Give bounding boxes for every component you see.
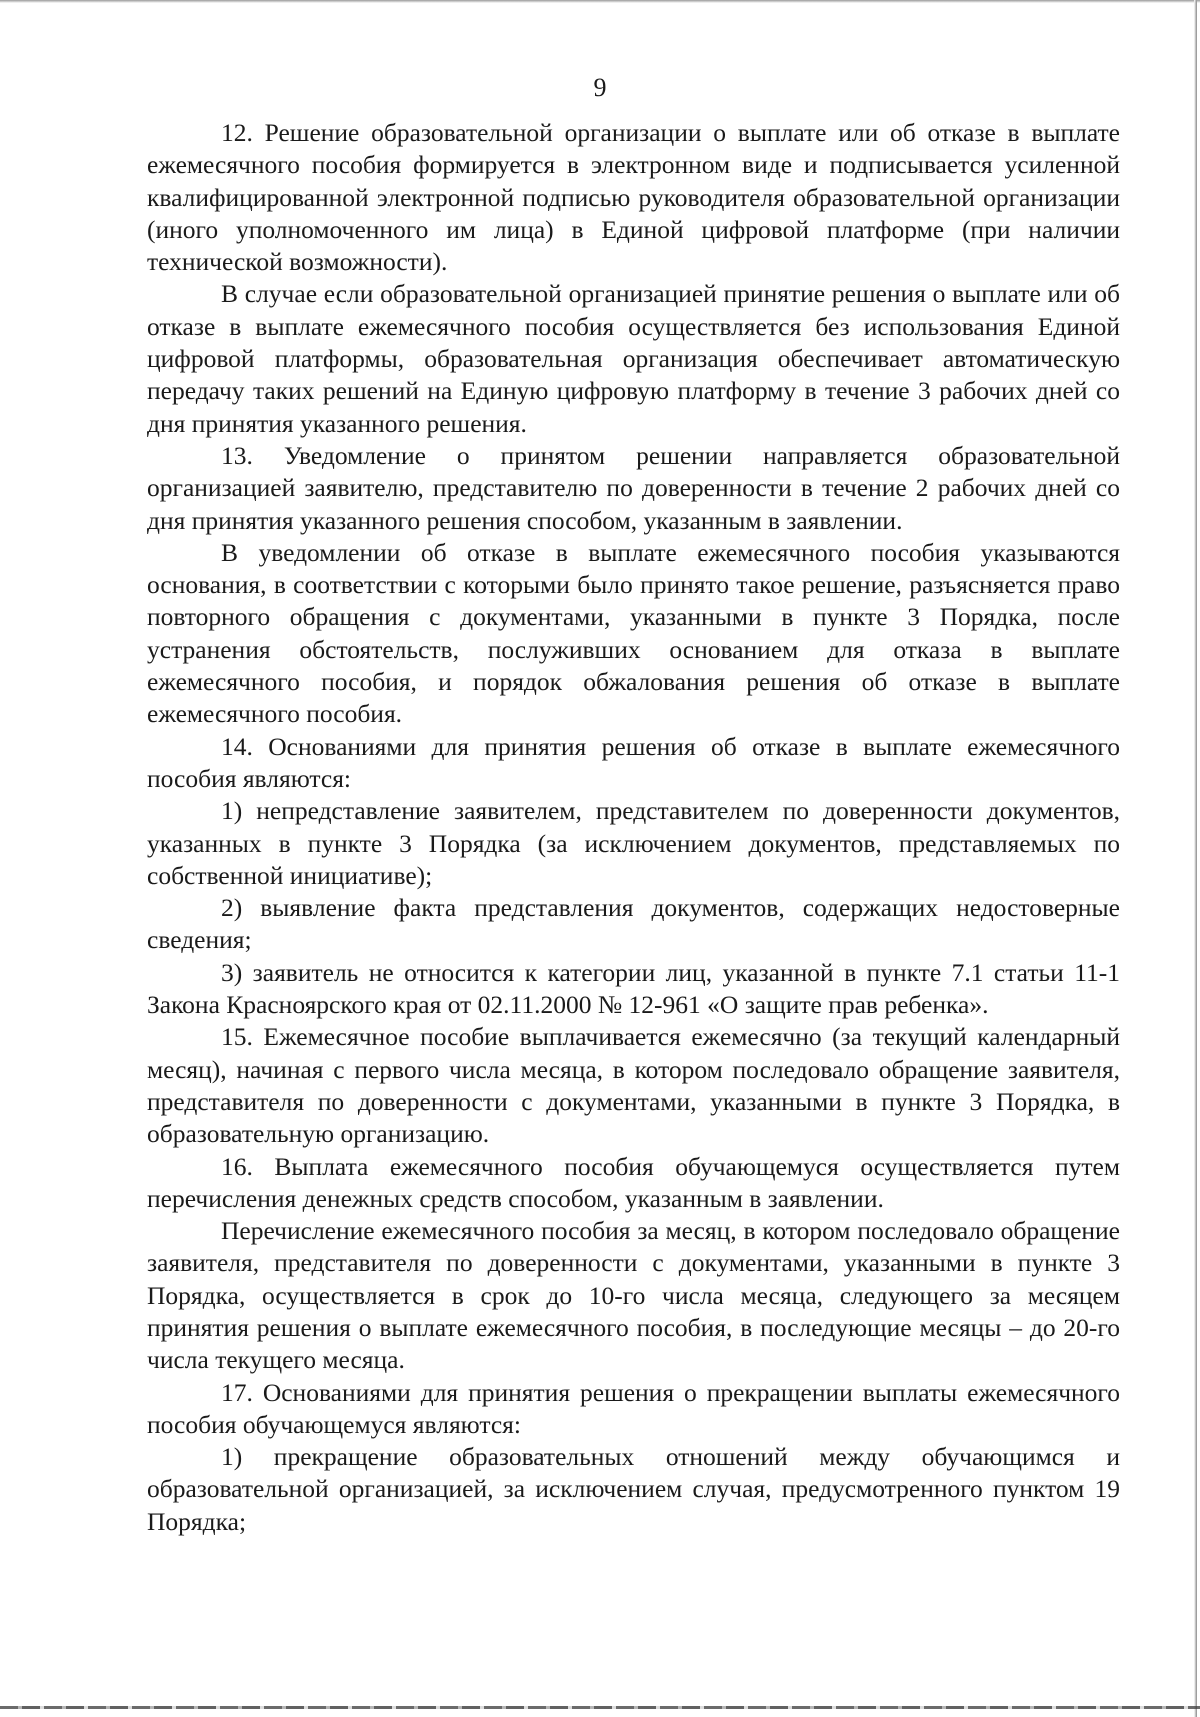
paragraph-17-item-1: 1) прекращение образовательных отношений между обучающимся и образовательной организацией, за исключением случая, предусмотренного пунктом 19 Порядка; [147, 1442, 1120, 1536]
paragraph-14-item-1: 1) непредставление заявителем, представителем по доверенности документов, указанных в пункте 3 Порядка (за исключением документов, представляемых по собственной инициативе); [147, 796, 1120, 890]
scan-edge-right [1194, 0, 1197, 1717]
paragraph-17: 17. Основаниями для принятия решения о прекращении выплаты ежемесячного пособия обучающемуся являются: [147, 1377, 1120, 1439]
paragraph-14-item-3: 3) заявитель не относится к категории лиц, указанной в пункте 7.1 статьи 11-1 Закона Красноярского края от 02.11.2000 № 12-961 «О защите прав ребенка». [147, 957, 1120, 1020]
page-number: 9 [593, 73, 607, 102]
paragraph-15: 15. Ежемесячное пособие выплачивается ежемесячно (за текущий календарный месяц), начиная с первого числа месяца, в котором последовало обращение заявителя, представителя по доверенности с документами, указанными в пункте 3 Порядка, в образовательную организацию. [147, 1022, 1120, 1149]
paragraph-12: 12. Решение образовательной организации о выплате или об отказе в выплате ежемесячного пособия формируется в электронном виде и подписывается усиленной квалифицированной электронной подписью руководителя образовательной организации (иного уполномоченного им лица) в Единой цифровой платформе (при наличии технической возможности). [147, 118, 1120, 277]
scan-edge-bottom [0, 1706, 1200, 1709]
scan-edge-top [0, 0, 1200, 3]
paragraph-13-continuation: В уведомлении об отказе в выплате ежемесячного пособия указываются основания, в соответствии с которыми было принято такое решение, разъясняется право повторного обращения с документами, указанными в пункте 3 Порядка, после устранения обстоятельств, послуживших основанием для отказа в выплате ежемесячного пособия, и порядок обжалования решения об отказе в выплате ежемесячного пособия. [147, 537, 1120, 729]
paragraph-14: 14. Основаниями для принятия решения об отказе в выплате ежемесячного пособия являются: [147, 731, 1120, 793]
paragraph-13: 13. Уведомление о принятом решении направляется образовательной организацией заявителю, представителю по доверенности в течение 2 рабочих дней со дня принятия указанного решения способом, указанным в заявлении. [147, 440, 1120, 535]
paragraph-14-item-2: 2) выявление факта представления документов, содержащих недостоверные сведения; [147, 893, 1120, 955]
document-body [147, 117, 1120, 1538]
paragraph-12-continuation: В случае если образовательной организацией принятие решения о выплате или об отказе в выплате ежемесячного пособия осуществляется без использования Единой цифровой платформы, образовательная организация обеспечивает автоматическую передачу таких решений на Единую цифровую платформу в течение 3 рабочих дней со дня принятия указанного решения. [147, 279, 1120, 438]
paragraph-16-continuation: Перечисление ежемесячного пособия за месяц, в котором последовало обращение заявителя, представителя по доверенности с документами, указанными в пункте 3 Порядка, осуществляется в срок до 10-го числа месяца, следующего за месяцем принятия решения о выплате ежемесячного пособия, в последующие месяцы – до 20-го числа текущего месяца. [147, 1216, 1120, 1375]
paragraph-16: 16. Выплата ежемесячного пособия обучающемуся осуществляется путем перечисления денежных средств способом, указанным в заявлении. [147, 1151, 1120, 1213]
